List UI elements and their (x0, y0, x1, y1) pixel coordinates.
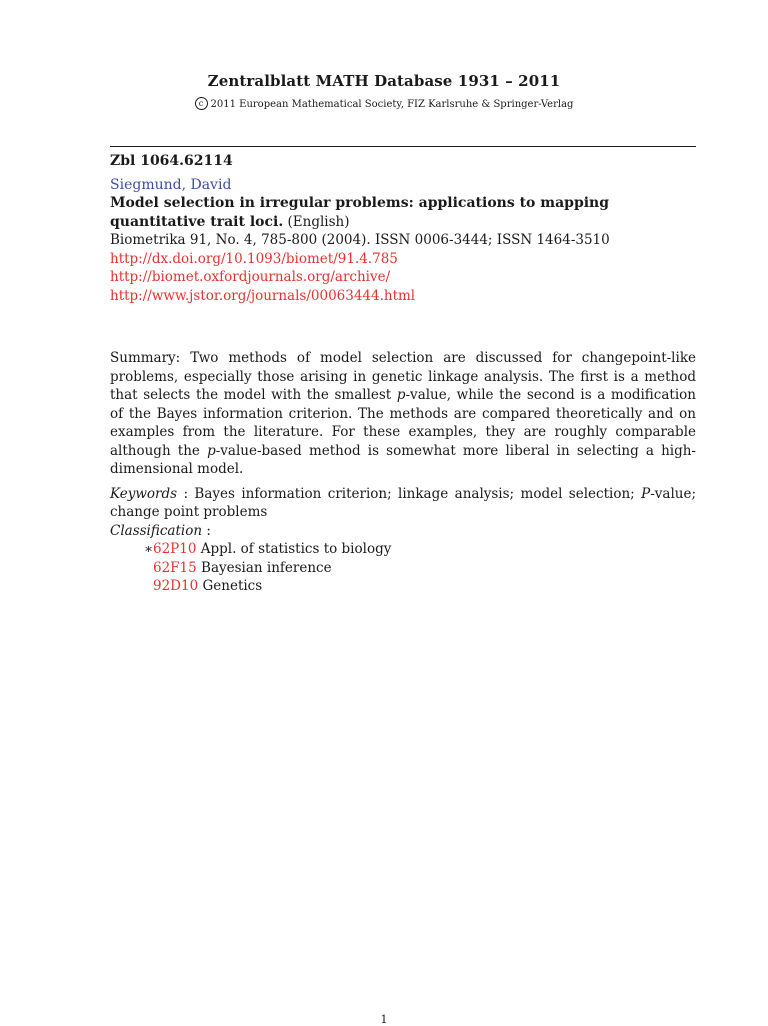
classification-list (110, 540, 696, 596)
copyright-icon: c (195, 97, 208, 110)
paper-title-text: Model selection in irregular problems: applications to mapping quantitative trait loci. (110, 195, 610, 230)
database-title: Zentralblatt MATH Database 1931 – 2011 (207, 72, 561, 90)
copyright-text: 2011 European Mathematical Society, FIZ Karlsruhe & Springer-Verlag (210, 99, 574, 110)
doi-link[interactable]: http://dx.doi.org/10.1093/biomet/91.4.785 (110, 250, 398, 267)
paper-language: (English) (287, 213, 350, 230)
classification-item (110, 559, 696, 578)
source-citation: Biometrika 91, No. 4, 785-800 (2004). ISSN 0006-3444; ISSN 1464-3510 (110, 232, 610, 248)
header-divider (110, 146, 696, 147)
keywords-text: Bayes information criterion; linkage analysis; model selection; (194, 485, 642, 502)
classification-code-link[interactable]: 92D10 (153, 578, 199, 594)
summary-text: Summary: Two methods of model selection are discussed for changepoint-like problems, especially those arising in genetic linkage analysis. The first is a method that selects the model with the smallest p-value, while the second is a modification of the Bayes information criterion. The methods are compared theoretically and on examples from the literature. For these examples, they are roughly comparable although the p-value-based method is somewhat more liberal in selecting a high-dimensional model. (110, 350, 696, 477)
classification-label: Classification (110, 522, 203, 539)
copyright-line (0, 98, 768, 111)
classification-item (110, 540, 696, 559)
classification-desc: Genetics (202, 578, 263, 594)
keywords-label: Keywords (110, 485, 178, 502)
page-number: 1 (380, 1013, 388, 1026)
paper-title (110, 194, 696, 231)
classification-desc: Bayesian inference (201, 559, 332, 576)
author-link[interactable]: Siegmund, David (110, 176, 232, 193)
zbl-id: Zbl 1064.62114 (110, 153, 233, 169)
classification-item (110, 577, 696, 596)
classification-code-link[interactable]: 62P10 (153, 541, 197, 557)
classification (110, 522, 696, 596)
classification-code-link[interactable]: 62F15 (153, 559, 197, 576)
jstor-link[interactable]: http://www.jstor.org/journals/00063444.html (110, 287, 416, 304)
keywords: Keywords : Bayes information criterion; linkage analysis; model selection; P-value; change point problems (110, 485, 696, 520)
classification-heading: Classification : (110, 522, 211, 539)
summary (110, 349, 696, 479)
classification-desc: Appl. of statistics to biology (200, 541, 392, 557)
record-content (110, 152, 696, 596)
oxford-journals-link[interactable]: http://biomet.oxfordjournals.org/archive/ (110, 269, 391, 285)
primary-marker: ∗ (144, 541, 154, 557)
